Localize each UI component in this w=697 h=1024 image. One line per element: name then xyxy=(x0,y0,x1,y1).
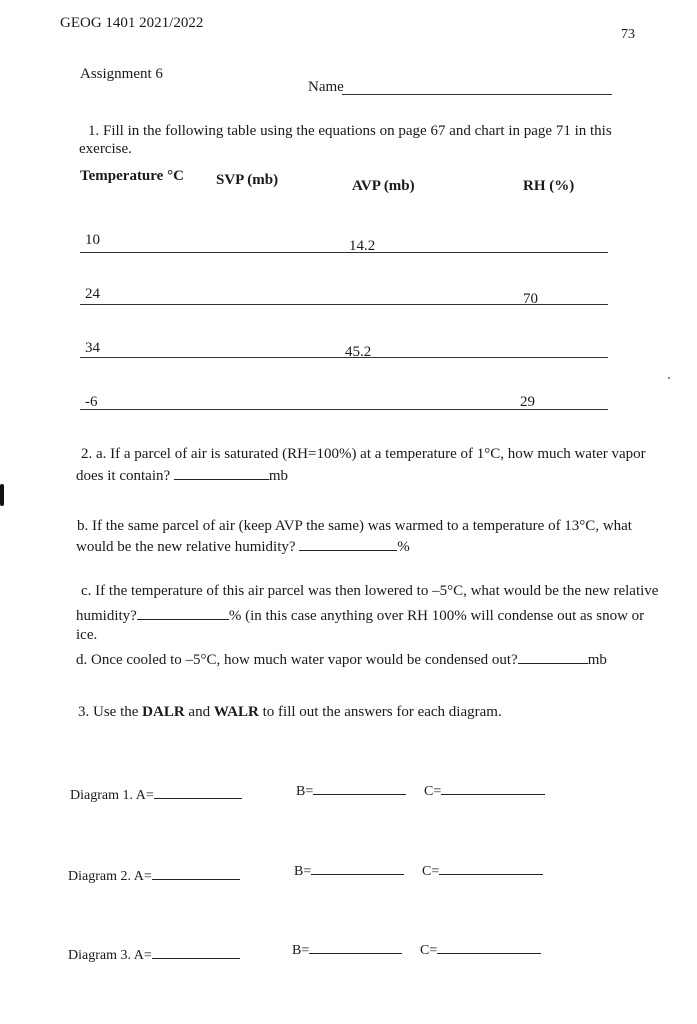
scan-edge-mark xyxy=(0,484,4,506)
diagram-3 xyxy=(68,945,240,964)
assignment-title: Assignment 6 xyxy=(80,66,163,82)
diagram-1-label: Diagram 1. A= xyxy=(70,788,154,803)
q2c-text: c. If the temperature of this air parcel was then lowered to –5°C, what would be the new relative xyxy=(81,583,659,599)
diagram-1-a-field[interactable] xyxy=(154,785,242,799)
col-rh: RH (%) xyxy=(523,178,575,194)
diagram-3-c-label: C= xyxy=(420,943,438,958)
q3-text-and: and xyxy=(184,704,214,720)
q2a-text-cont: does it contain? xyxy=(76,468,171,484)
diagram-2 xyxy=(68,866,240,885)
diagram-3-label: Diagram 3. A= xyxy=(68,948,152,963)
q3-walr: WALR xyxy=(213,704,259,720)
name-field[interactable] xyxy=(342,94,612,95)
row-temperature: -6 xyxy=(85,394,98,410)
row-rh-value: 29 xyxy=(520,394,535,410)
q2b-text-cont: would be the new relative humidity? xyxy=(76,539,296,555)
diagram-1-b-field[interactable] xyxy=(313,781,406,795)
q2c-answer-line xyxy=(76,606,644,625)
q2b-answer-field[interactable] xyxy=(299,537,397,551)
table-row-line[interactable] xyxy=(80,357,608,358)
scan-speck xyxy=(668,377,670,379)
diagram-2-c-field[interactable] xyxy=(439,861,543,875)
q2a-answer-field[interactable] xyxy=(174,466,269,480)
diagram-1-b-label: B= xyxy=(296,784,314,799)
row-temperature: 34 xyxy=(85,340,100,356)
q2b-answer-line xyxy=(76,537,410,556)
q1-instruction-cont: exercise. xyxy=(79,141,132,157)
row-rh-value: 70 xyxy=(523,291,538,307)
q2a-unit: mb xyxy=(268,468,289,484)
diagram-1-c-label: C= xyxy=(424,784,442,799)
diagram-2-b-label: B= xyxy=(294,864,312,879)
q1-instruction: 1. Fill in the following table using the equations on page 67 and chart in page 71 in this xyxy=(88,123,612,139)
col-temperature: Temperature °C xyxy=(80,168,184,184)
diagram-2-b-field[interactable] xyxy=(311,861,404,875)
q2d-answer-field[interactable] xyxy=(518,650,588,664)
q3-dalr: DALR xyxy=(142,704,185,720)
q2d-unit: mb xyxy=(587,652,607,668)
q2c-text-end: ice. xyxy=(76,627,98,643)
diagram-1-c xyxy=(424,781,545,800)
row-temperature: 10 xyxy=(85,232,100,248)
course-header: GEOG 1401 2021/2022 xyxy=(60,15,204,31)
diagram-2-b xyxy=(294,861,404,880)
q3-instruction xyxy=(78,704,502,721)
diagram-3-b-field[interactable] xyxy=(309,940,402,954)
col-svp: SVP (mb) xyxy=(216,172,279,188)
q2b-text: b. If the same parcel of air (keep AVP the same) was warmed to a temperature of 13°C, what xyxy=(77,518,632,534)
q2c-text-cont: humidity? xyxy=(76,608,137,624)
diagram-1 xyxy=(70,785,242,804)
diagram-3-c xyxy=(420,940,541,959)
diagram-1-c-field[interactable] xyxy=(441,781,545,795)
row-avp-value: 45.2 xyxy=(345,344,372,360)
diagram-1-b xyxy=(296,781,406,800)
q2a-answer-line xyxy=(76,466,288,485)
table-row-line[interactable] xyxy=(80,252,608,253)
q2c-answer-field[interactable] xyxy=(137,606,229,620)
diagram-3-b-label: B= xyxy=(292,943,310,958)
q2c-text-post: % (in this case anything over RH 100% will condense out as snow or xyxy=(228,608,645,624)
table-row-line[interactable] xyxy=(80,304,608,305)
table-row-line[interactable] xyxy=(80,409,608,410)
q2d-text: d. Once cooled to –5°C, how much water vapor would be condensed out? xyxy=(76,652,518,668)
row-temperature: 24 xyxy=(85,286,100,302)
q3-text-post: to fill out the answers for each diagram. xyxy=(258,704,502,720)
q2b-unit: % xyxy=(397,539,410,555)
q2a-text: 2. a. If a parcel of air is saturated (RH=100%) at a temperature of 1°C, how much water vapor xyxy=(81,446,646,462)
col-avp: AVP (mb) xyxy=(352,178,415,194)
diagram-3-b xyxy=(292,940,402,959)
diagram-2-c-label: C= xyxy=(422,864,440,879)
diagram-3-c-field[interactable] xyxy=(437,940,541,954)
diagram-2-c xyxy=(422,861,543,880)
q3-text-pre: 3. Use the xyxy=(78,704,143,720)
row-avp-value: 14.2 xyxy=(349,238,376,254)
name-label: Name xyxy=(308,79,344,95)
page-number: 73 xyxy=(621,27,635,42)
diagram-2-a-field[interactable] xyxy=(152,866,240,880)
q2d-line xyxy=(76,650,607,669)
diagram-2-label: Diagram 2. A= xyxy=(68,869,152,884)
diagram-3-a-field[interactable] xyxy=(152,945,240,959)
